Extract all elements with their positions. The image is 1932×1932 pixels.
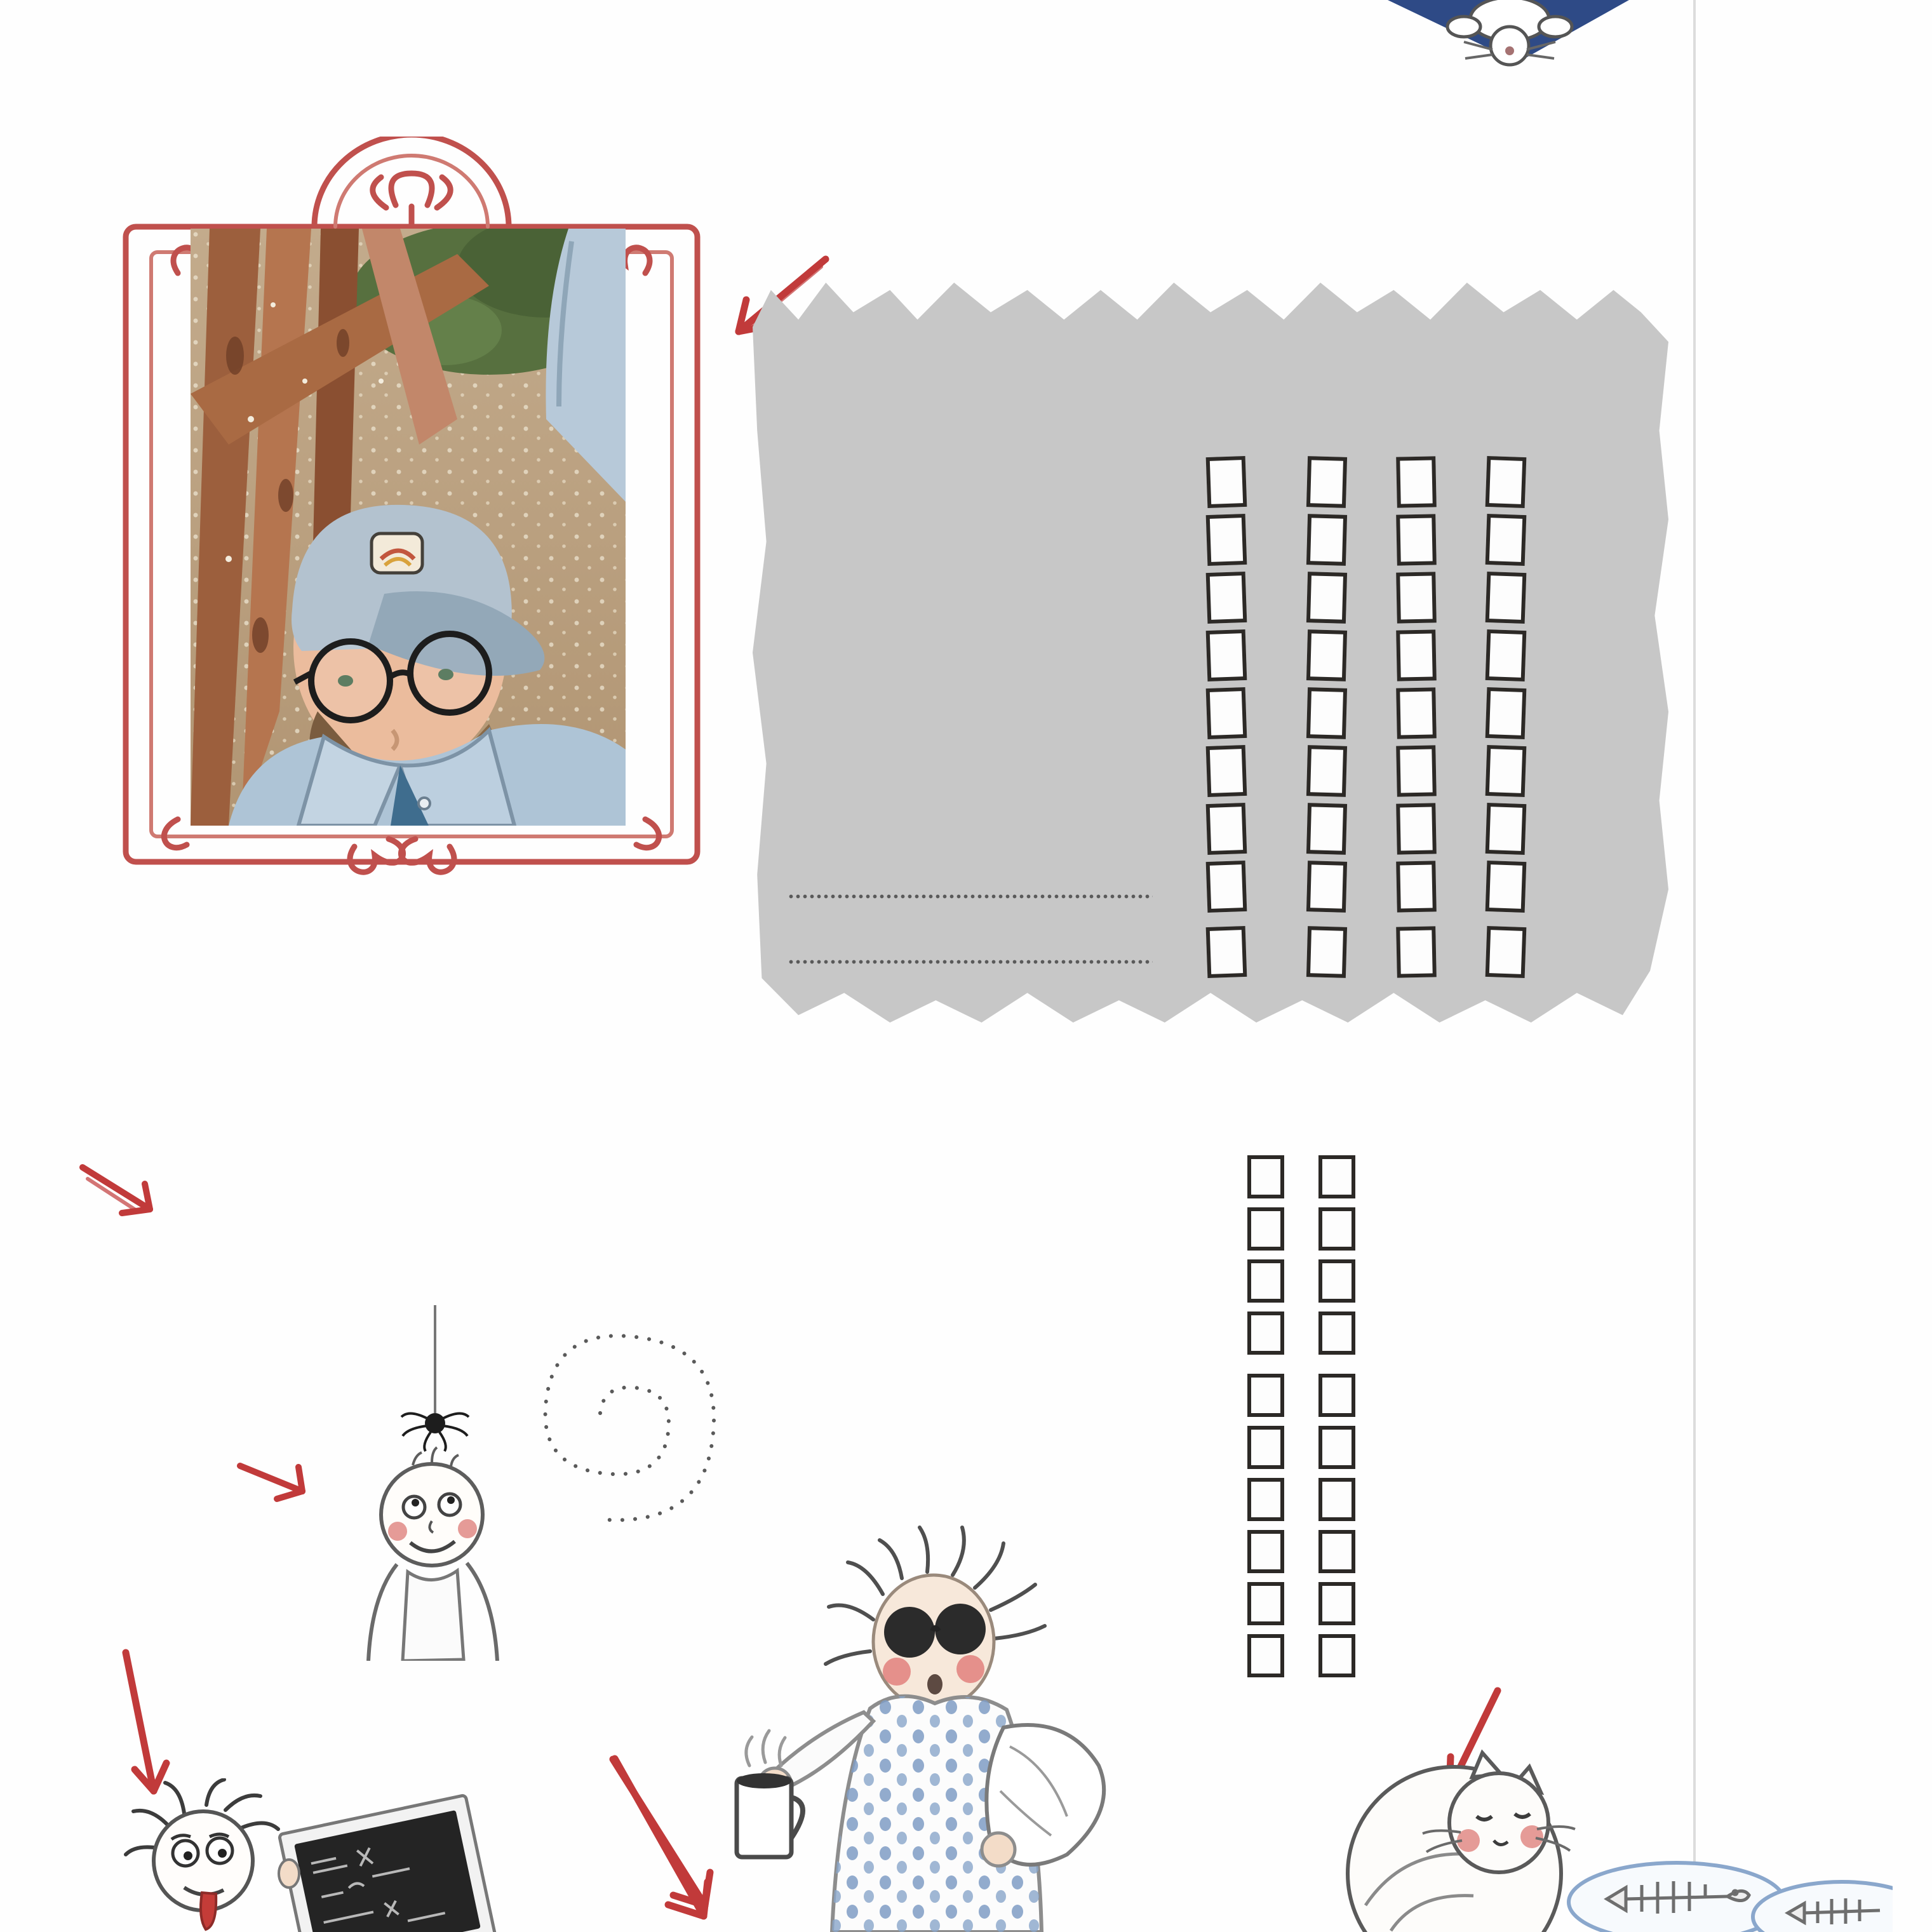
pref-checkbox[interactable] bbox=[1318, 1478, 1355, 1521]
preference-row bbox=[902, 1421, 1689, 1473]
trait-pruede[interactable] bbox=[315, 1708, 350, 1729]
pref-checkbox[interactable] bbox=[1247, 1155, 1284, 1198]
arrow-to-witzig-icon bbox=[75, 1156, 164, 1226]
trait-morgenmuffel[interactable] bbox=[523, 1690, 559, 1714]
skill-checkbox[interactable] bbox=[1206, 745, 1247, 797]
skill-row bbox=[753, 802, 1668, 860]
pref-checkbox[interactable] bbox=[1318, 1311, 1355, 1355]
dotted-border-left bbox=[30, 60, 64, 1921]
skill-checkbox[interactable] bbox=[1486, 687, 1527, 739]
blank-skill-line[interactable] bbox=[788, 958, 1153, 966]
skill-row bbox=[753, 571, 1668, 629]
trait-geistreich[interactable] bbox=[777, 1189, 808, 1226]
skill-checkbox[interactable] bbox=[1396, 687, 1437, 739]
skill-row-blank bbox=[753, 925, 1668, 991]
spider-figure-doodle bbox=[337, 1305, 527, 1661]
corner-creature-icon bbox=[1388, 0, 1629, 70]
skill-checkbox[interactable] bbox=[1486, 456, 1527, 508]
pref-checkbox[interactable] bbox=[1318, 1634, 1355, 1677]
skill-checkbox[interactable] bbox=[1396, 745, 1437, 796]
preference-row bbox=[902, 1203, 1689, 1255]
blank-skill-line[interactable] bbox=[788, 893, 1153, 901]
trait-witzig[interactable] bbox=[181, 1180, 217, 1204]
pref-checkbox[interactable] bbox=[1247, 1478, 1284, 1521]
skill-checkbox[interactable] bbox=[1486, 514, 1527, 566]
skill-row bbox=[753, 687, 1668, 744]
skill-checkbox[interactable] bbox=[1306, 514, 1347, 566]
skill-checkbox[interactable] bbox=[1396, 861, 1437, 912]
trait-anspruchsvoll[interactable] bbox=[158, 1388, 189, 1425]
skill-checkbox[interactable] bbox=[1486, 926, 1527, 978]
pref-checkbox[interactable] bbox=[1247, 1311, 1284, 1355]
cat-doodle bbox=[1270, 1740, 1893, 1932]
skill-checkbox[interactable] bbox=[1486, 745, 1527, 797]
skill-checkbox[interactable] bbox=[1306, 926, 1347, 978]
preference-row bbox=[902, 1473, 1689, 1526]
skill-checkbox[interactable] bbox=[1306, 456, 1347, 508]
pref-checkbox[interactable] bbox=[1247, 1634, 1284, 1677]
trait-charmant[interactable] bbox=[344, 1157, 380, 1182]
pref-checkbox[interactable] bbox=[1318, 1155, 1355, 1198]
arrow-to-woman-icon bbox=[603, 1750, 737, 1932]
pref-checkbox[interactable] bbox=[1247, 1259, 1284, 1303]
trait-treu[interactable] bbox=[493, 1108, 529, 1131]
scan-edge-line bbox=[1693, 0, 1696, 1932]
pref-checkbox[interactable] bbox=[1247, 1374, 1284, 1417]
skill-checkbox[interactable] bbox=[1206, 861, 1247, 913]
trait-spontan[interactable] bbox=[314, 1242, 352, 1273]
morgenmuffel-woman-doodle bbox=[711, 1524, 1156, 1932]
skill-checkbox[interactable] bbox=[1206, 926, 1247, 978]
skill-checkbox[interactable] bbox=[1306, 629, 1347, 681]
skill-row bbox=[753, 513, 1668, 571]
pref-checkbox[interactable] bbox=[1318, 1374, 1355, 1417]
skill-checkbox[interactable] bbox=[1206, 803, 1247, 855]
skills-panel bbox=[753, 283, 1668, 1023]
pref-checkbox[interactable] bbox=[1318, 1582, 1355, 1625]
skill-checkbox[interactable] bbox=[1396, 514, 1437, 565]
skill-checkbox[interactable] bbox=[1206, 687, 1247, 739]
preference-row bbox=[902, 1255, 1689, 1307]
skills-grid bbox=[753, 455, 1668, 991]
pref-checkbox[interactable] bbox=[1247, 1582, 1284, 1625]
skill-checkbox[interactable] bbox=[1396, 456, 1437, 507]
skill-checkbox[interactable] bbox=[1306, 745, 1347, 797]
skill-checkbox[interactable] bbox=[1486, 803, 1527, 855]
trait-wortgewandt[interactable] bbox=[606, 1616, 639, 1654]
skill-checkbox[interactable] bbox=[1486, 572, 1527, 624]
trait-sportlich[interactable] bbox=[277, 1604, 314, 1633]
skill-row bbox=[753, 744, 1668, 802]
skill-checkbox[interactable] bbox=[1306, 861, 1347, 913]
skill-row-blank bbox=[753, 860, 1668, 925]
profile-photo bbox=[191, 229, 626, 826]
skill-checkbox[interactable] bbox=[1206, 456, 1247, 508]
skill-row bbox=[753, 455, 1668, 513]
trait-ehrlich[interactable] bbox=[636, 1103, 672, 1126]
preference-row bbox=[902, 1151, 1689, 1203]
skill-checkbox[interactable] bbox=[1206, 514, 1247, 566]
skill-checkbox[interactable] bbox=[1396, 926, 1437, 977]
preference-row bbox=[902, 1369, 1689, 1421]
einstein-doodle bbox=[95, 1778, 502, 1932]
skill-checkbox[interactable] bbox=[1396, 572, 1437, 623]
skill-checkbox[interactable] bbox=[1206, 572, 1247, 624]
arrow-from-tierlieb-icon bbox=[234, 1448, 316, 1518]
skill-checkbox[interactable] bbox=[1396, 629, 1437, 681]
skill-checkbox[interactable] bbox=[1306, 572, 1347, 624]
skill-checkbox[interactable] bbox=[1206, 629, 1247, 681]
skill-checkbox[interactable] bbox=[1486, 861, 1527, 913]
skill-checkbox[interactable] bbox=[1486, 629, 1527, 681]
pref-checkbox[interactable] bbox=[1247, 1530, 1284, 1573]
trait-fruehaufsteher[interactable] bbox=[780, 1441, 813, 1520]
pref-checkbox[interactable] bbox=[1247, 1207, 1284, 1251]
skill-row bbox=[753, 629, 1668, 687]
skill-checkbox[interactable] bbox=[1306, 803, 1347, 855]
pref-checkbox[interactable] bbox=[1318, 1207, 1355, 1251]
skill-checkbox[interactable] bbox=[1306, 687, 1347, 739]
pref-checkbox[interactable] bbox=[1318, 1426, 1355, 1469]
trait-neugierig[interactable] bbox=[493, 1186, 528, 1208]
pref-checkbox[interactable] bbox=[1318, 1259, 1355, 1303]
skill-checkbox[interactable] bbox=[1396, 803, 1437, 854]
pref-checkbox[interactable] bbox=[1318, 1530, 1355, 1573]
preference-row bbox=[902, 1307, 1689, 1359]
pref-checkbox[interactable] bbox=[1247, 1426, 1284, 1469]
